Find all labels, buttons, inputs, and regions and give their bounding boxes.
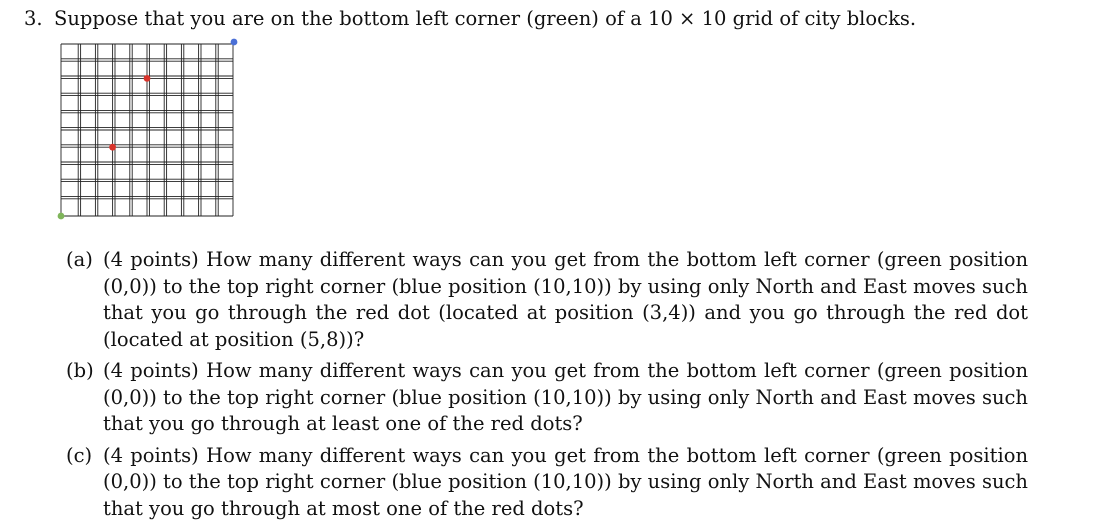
problem-parts bbox=[66, 247, 1028, 527]
part-b-text: (4 points) How many different ways can you get from the bottom left corner (green position (0,0)) to the top right corner (blue position (10,10)) by using only North and East moves such that you go through at least one of the red dots? bbox=[103, 359, 1028, 435]
red-dot bbox=[109, 144, 116, 151]
problem-text: Suppose that you are on the bottom left corner (green) of a 10 × 10 grid of city blocks. bbox=[54, 7, 917, 30]
part-a bbox=[66, 247, 1028, 353]
start-dot-green bbox=[58, 213, 65, 220]
problem-number: 3. bbox=[24, 7, 43, 30]
part-a-text: (4 points) How many different ways can you get from the bottom left corner (green position (0,0)) to the top right corner (blue position (10,10)) by using only North and East moves such that you go through the red dot (located at position (3,4)) and you go through the red dot (located at position (5,8))? bbox=[103, 248, 1028, 351]
part-b-label: (b) bbox=[66, 359, 94, 382]
end-dot-blue bbox=[231, 39, 238, 46]
grid-lines bbox=[61, 44, 233, 216]
part-c bbox=[66, 443, 1028, 523]
part-c-text: (4 points) How many different ways can you get from the bottom left corner (green position (0,0)) to the top right corner (blue position (10,10)) by using only North and East moves such that you go through at most one of the red dots? bbox=[103, 443, 1028, 520]
part-a-label: (a) bbox=[66, 248, 93, 271]
city-grid-figure bbox=[0, 0, 260, 230]
part-c-label: (c) bbox=[66, 443, 93, 467]
red-dot bbox=[144, 75, 151, 82]
part-b bbox=[66, 358, 1028, 438]
